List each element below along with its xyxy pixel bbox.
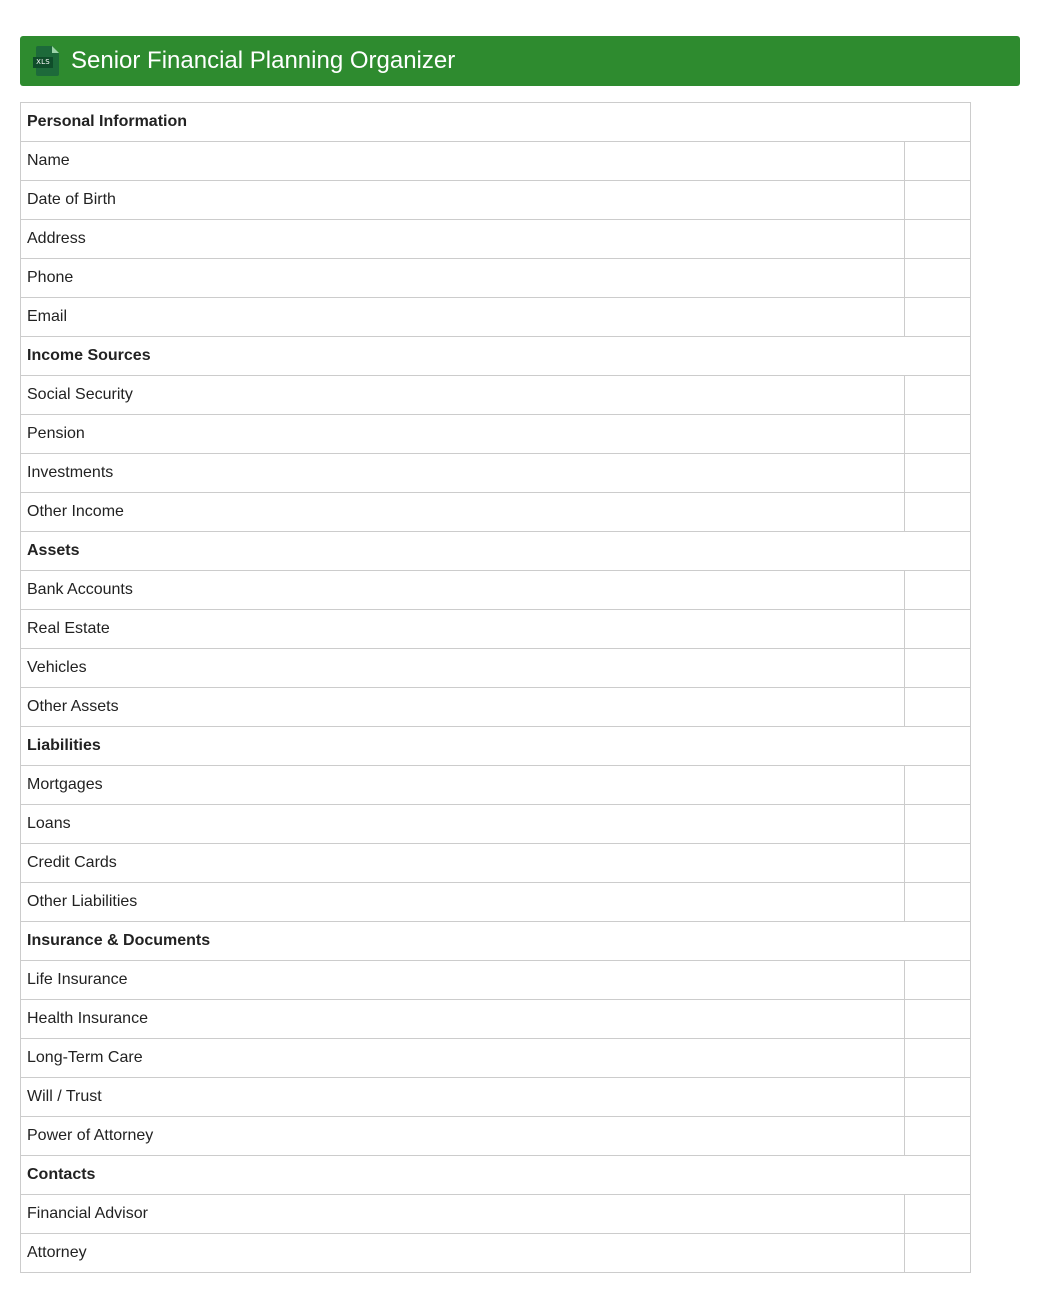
- field-label: Other Income: [21, 493, 905, 532]
- section-header-row: [21, 727, 971, 766]
- table-row: [21, 142, 971, 181]
- field-value-cell[interactable]: [905, 688, 971, 727]
- field-label: Health Insurance: [21, 1000, 905, 1039]
- page-header: [20, 36, 1020, 86]
- section-title: Contacts: [21, 1156, 971, 1195]
- field-value-cell[interactable]: [905, 1078, 971, 1117]
- table-row: [21, 766, 971, 805]
- table-row: [21, 805, 971, 844]
- table-row: [21, 688, 971, 727]
- field-value-cell[interactable]: [905, 259, 971, 298]
- field-label: Social Security: [21, 376, 905, 415]
- field-value-cell[interactable]: [905, 220, 971, 259]
- section-header-row: [21, 103, 971, 142]
- field-label: Credit Cards: [21, 844, 905, 883]
- field-label: Phone: [21, 259, 905, 298]
- field-label: Name: [21, 142, 905, 181]
- table-row: [21, 1195, 971, 1234]
- field-value-cell[interactable]: [905, 1234, 971, 1273]
- field-value-cell[interactable]: [905, 1117, 971, 1156]
- section-title: Income Sources: [21, 337, 971, 376]
- field-label: Bank Accounts: [21, 571, 905, 610]
- section-header-row: [21, 532, 971, 571]
- organizer-table: [20, 102, 971, 1273]
- field-value-cell[interactable]: [905, 142, 971, 181]
- table-row: [21, 610, 971, 649]
- file-type-label: XLS: [33, 57, 53, 68]
- field-label: Other Assets: [21, 688, 905, 727]
- table-row: [21, 415, 971, 454]
- field-value-cell[interactable]: [905, 454, 971, 493]
- table-row: [21, 1234, 971, 1273]
- table-row: [21, 220, 971, 259]
- field-value-cell[interactable]: [905, 1039, 971, 1078]
- table-row: [21, 181, 971, 220]
- section-title: Personal Information: [21, 103, 971, 142]
- table-row: [21, 844, 971, 883]
- field-value-cell[interactable]: [905, 649, 971, 688]
- field-label: Long-Term Care: [21, 1039, 905, 1078]
- field-label: Pension: [21, 415, 905, 454]
- section-title: Insurance & Documents: [21, 922, 971, 961]
- field-value-cell[interactable]: [905, 844, 971, 883]
- field-label: Other Liabilities: [21, 883, 905, 922]
- table-row: [21, 1117, 971, 1156]
- table-row: [21, 961, 971, 1000]
- table-row: [21, 259, 971, 298]
- field-value-cell[interactable]: [905, 1000, 971, 1039]
- field-label: Will / Trust: [21, 1078, 905, 1117]
- field-value-cell[interactable]: [905, 805, 971, 844]
- field-label: Investments: [21, 454, 905, 493]
- table-row: [21, 649, 971, 688]
- table-row: [21, 1000, 971, 1039]
- table-row: [21, 883, 971, 922]
- field-label: Financial Advisor: [21, 1195, 905, 1234]
- section-title: Liabilities: [21, 727, 971, 766]
- field-value-cell[interactable]: [905, 376, 971, 415]
- field-label: Vehicles: [21, 649, 905, 688]
- field-value-cell[interactable]: [905, 415, 971, 454]
- field-value-cell[interactable]: [905, 610, 971, 649]
- section-header-row: [21, 1156, 971, 1195]
- field-label: Attorney: [21, 1234, 905, 1273]
- field-value-cell[interactable]: [905, 883, 971, 922]
- section-header-row: [21, 337, 971, 376]
- table-row: [21, 1078, 971, 1117]
- table-row: [21, 454, 971, 493]
- field-value-cell[interactable]: [905, 961, 971, 1000]
- field-value-cell[interactable]: [905, 1195, 971, 1234]
- field-value-cell[interactable]: [905, 298, 971, 337]
- table-row: [21, 493, 971, 532]
- field-label: Real Estate: [21, 610, 905, 649]
- field-label: Mortgages: [21, 766, 905, 805]
- table-row: [21, 1039, 971, 1078]
- field-label: Date of Birth: [21, 181, 905, 220]
- field-value-cell[interactable]: [905, 181, 971, 220]
- table-row: [21, 298, 971, 337]
- table-row: [21, 376, 971, 415]
- field-label: Address: [21, 220, 905, 259]
- section-header-row: [21, 922, 971, 961]
- excel-file-icon: [33, 46, 59, 76]
- page-title: Senior Financial Planning Organizer: [71, 47, 456, 74]
- field-label: Loans: [21, 805, 905, 844]
- section-title: Assets: [21, 532, 971, 571]
- field-value-cell[interactable]: [905, 571, 971, 610]
- field-value-cell[interactable]: [905, 493, 971, 532]
- field-label: Life Insurance: [21, 961, 905, 1000]
- table-row: [21, 571, 971, 610]
- field-label: Email: [21, 298, 905, 337]
- field-value-cell[interactable]: [905, 766, 971, 805]
- field-label: Power of Attorney: [21, 1117, 905, 1156]
